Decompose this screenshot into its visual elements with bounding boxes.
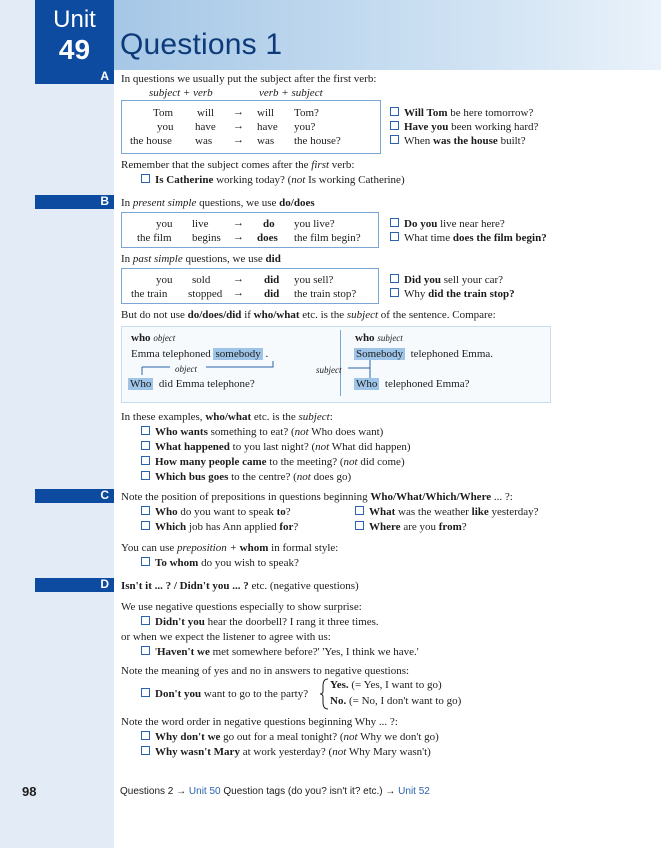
unit-label: Unit: [53, 6, 96, 33]
checkbox-icon: [141, 506, 150, 515]
example-b4: Why did the train stop?: [390, 287, 515, 301]
row-aux: did: [264, 274, 280, 286]
past-intro: In past simple questions, we use did: [121, 253, 281, 265]
section-c-marker: C: [35, 489, 114, 503]
row-verb: will: [197, 107, 215, 119]
right-question: Who telephoned Emma?: [356, 378, 470, 390]
doorbell-example: Didn't you hear the doorbell? I rang it three times.: [141, 615, 379, 629]
checkbox-icon: [390, 135, 399, 144]
row-aux: do: [263, 218, 275, 230]
unit-52-link[interactable]: Unit 52: [398, 786, 430, 797]
checkbox-icon: [141, 646, 150, 655]
examples-intro: In these examples, who/what etc. is the subject:: [121, 411, 333, 423]
checkbox-icon: [141, 456, 150, 465]
example-b1: Do you live near here?: [390, 217, 505, 231]
example-catherine: Is Catherine working today? (not Is working Catherine): [141, 173, 405, 187]
row-subject: the house: [130, 135, 172, 147]
preposition-example: Where are you from?: [355, 520, 467, 534]
row-subject: Tom: [153, 107, 174, 119]
arrow-icon: →: [233, 120, 244, 132]
left-margin-band: [0, 0, 114, 848]
arrow-icon: →: [233, 134, 244, 146]
but-line: But do not use do/does/did if who/what etc. is the subject of the sentence. Compare:: [121, 309, 496, 321]
meaning-line: Note the meaning of yes and no in answers to negative questions:: [121, 665, 410, 677]
section-a-marker: A: [35, 70, 114, 84]
arrow-icon: →: [233, 217, 244, 229]
checkbox-icon: [141, 616, 150, 625]
section-a-intro: In questions we usually put the subject after the first verb:: [121, 73, 377, 85]
who-object-label: who object: [131, 332, 176, 344]
checkbox-icon: [390, 232, 399, 241]
object-connector: [140, 361, 280, 377]
checkbox-icon: [390, 274, 399, 283]
row-verb: begins: [192, 232, 221, 244]
word-order-line: Note the word order in negative questions beginning Why ... ?:: [121, 716, 398, 728]
left-sentence: Emma telephoned somebody .: [131, 348, 269, 360]
example-a1: Will Tom be here tomorrow?: [390, 106, 533, 120]
checkbox-icon: [141, 557, 150, 566]
row-verb: was: [195, 135, 213, 147]
row-verb: have: [195, 121, 216, 133]
no-answer: No. (= No, I don't want to go): [330, 695, 462, 707]
who-subject-label: who subject: [355, 332, 403, 344]
checkbox-icon: [390, 121, 399, 130]
arrow-icon: →: [233, 106, 244, 118]
formal-style-line: You can use preposition + whom in formal style:: [121, 542, 339, 554]
checkbox-icon: [141, 521, 150, 530]
verb-subject-heading: verb + subject: [259, 87, 323, 99]
subject-example: What happened to you last night? (not What did happen): [141, 440, 411, 454]
subject-example: Who wants something to eat? (not Who does want): [141, 425, 383, 439]
section-d-marker: D: [35, 578, 114, 592]
row-question: you sell?: [294, 274, 334, 286]
preposition-example: What was the weather like yesterday?: [355, 505, 539, 519]
brace-icon: [320, 678, 330, 710]
section-b-intro: In present simple questions, we use do/does: [121, 197, 315, 209]
preposition-example: Which job has Ann applied for?: [141, 520, 298, 534]
row-question: the film begin?: [294, 232, 361, 244]
why-example: Why don't we go out for a meal tonight? (not Why we don't go): [141, 730, 439, 744]
row-question: you live?: [294, 218, 335, 230]
example-a3: When was the house built?: [390, 134, 526, 148]
left-question: Who did Emma telephone?: [130, 378, 255, 390]
row-verb2: was: [257, 135, 275, 147]
page-number: 98: [22, 784, 37, 799]
checkbox-icon: [141, 688, 150, 697]
checkbox-icon: [141, 174, 150, 183]
why-example: Why wasn't Mary at work yesterday? (not Why Mary wasn't): [141, 745, 431, 759]
row-subject: the train: [131, 288, 168, 300]
yes-answer: Yes. (= Yes, I want to go): [330, 679, 442, 691]
row-verb2: have: [257, 121, 278, 133]
subject-example: Which bus goes to the centre? (not does go): [141, 470, 351, 484]
unit-number: 49: [58, 34, 91, 65]
example-a2: Have you been working hard?: [390, 120, 538, 134]
arrow-icon: →: [233, 287, 244, 299]
row-subject: the film: [137, 232, 172, 244]
subject-verb-heading: subject + verb: [149, 87, 213, 99]
object-connector-label: object: [175, 364, 197, 374]
checkbox-icon: [141, 746, 150, 755]
row-verb2: will: [257, 107, 275, 119]
row-subject: you: [157, 121, 174, 133]
checkbox-icon: [390, 218, 399, 227]
agree-line: or when we expect the listener to agree with us:: [121, 631, 331, 643]
row-subject: you: [156, 218, 173, 230]
page-title: Questions 1: [120, 28, 283, 61]
arrow-icon: →: [233, 273, 244, 285]
checkbox-icon: [141, 441, 150, 450]
checkbox-icon: [141, 426, 150, 435]
example-b3: Did you sell your car?: [390, 273, 503, 287]
met-before-example: 'Haven't we met somewhere before?' 'Yes, I think we have.': [141, 645, 419, 659]
row-verb: sold: [192, 274, 211, 286]
example-b2: What time does the film begin?: [390, 231, 547, 245]
row-verb: stopped: [188, 288, 223, 300]
row-aux: does: [257, 232, 278, 244]
row-subject2: you?: [294, 121, 316, 133]
surprise-line: We use negative questions especially to show surprise:: [121, 601, 362, 613]
checkbox-icon: [355, 521, 364, 530]
section-b-marker: B: [35, 195, 114, 209]
checkbox-icon: [141, 731, 150, 740]
row-question: the train stop?: [294, 288, 357, 300]
cross-references: Questions 2 → Unit 50 Question tags (do you? isn't it? etc.) → Unit 52: [120, 786, 430, 797]
row-aux: did: [264, 288, 280, 300]
subject-example: How many people came to the meeting? (not did come): [141, 455, 405, 469]
section-c-intro: Note the position of prepositions in questions beginning Who/What/Which/Where ... ?:: [121, 491, 513, 503]
remember-line: Remember that the subject comes after the first verb:: [121, 159, 355, 171]
checkbox-icon: [355, 506, 364, 515]
checkbox-icon: [141, 471, 150, 480]
row-subject2: the house?: [294, 135, 341, 147]
subject-connector-label: subject: [316, 365, 342, 375]
party-example: Don't you want to go to the party?: [141, 687, 308, 701]
unit-50-link[interactable]: Unit 50: [188, 786, 221, 797]
checkbox-icon: [390, 107, 399, 116]
row-subject2: Tom?: [294, 107, 319, 119]
checkbox-icon: [390, 288, 399, 297]
formal-example: To whom do you wish to speak?: [141, 556, 299, 570]
row-subject: you: [156, 274, 173, 286]
arrow-icon: →: [233, 231, 244, 243]
row-verb: live: [192, 218, 209, 230]
unit-badge: [35, 0, 114, 70]
preposition-example: Who do you want to speak to?: [141, 505, 291, 519]
subject-connector: [348, 360, 378, 378]
right-sentence: Somebody telephoned Emma.: [356, 348, 494, 360]
section-d-heading: Isn't it ... ? / Didn't you ... ? etc. (negative questions): [121, 580, 359, 592]
